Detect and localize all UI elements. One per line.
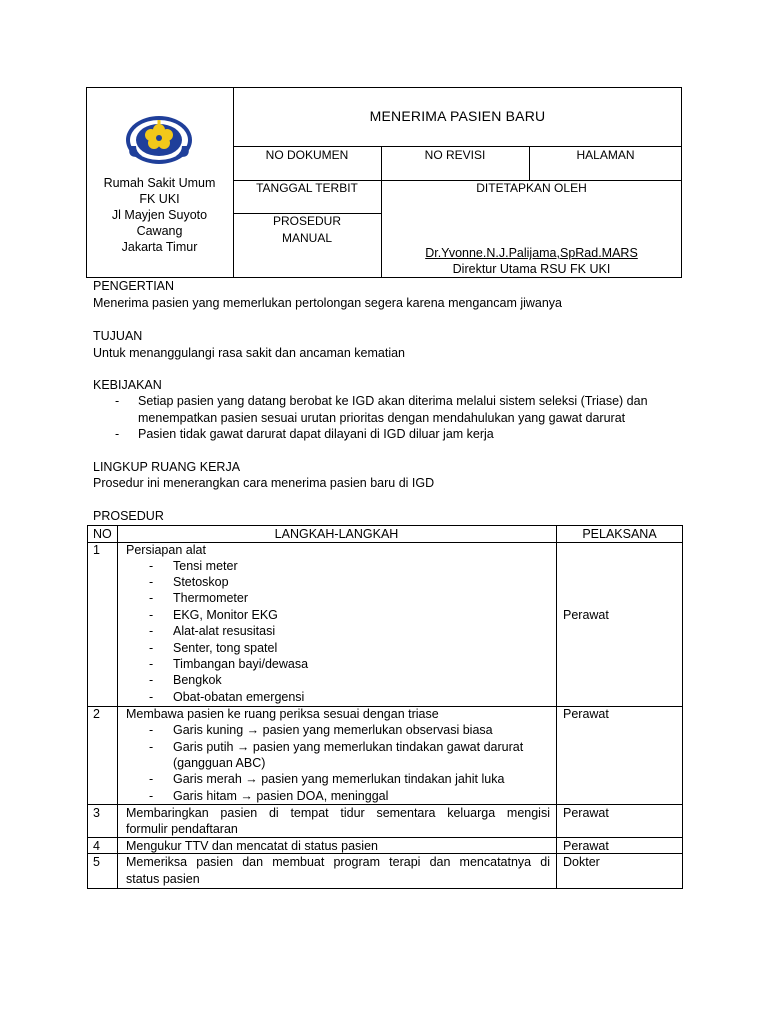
hospital-line: Cawang — [136, 224, 183, 238]
row-5-text-line1: Memeriksa pasien dan membuat program terapi dan mencatatnya di — [126, 855, 550, 869]
list-item-text: Garis hitam → pasien DOA, meninggal — [173, 789, 389, 803]
pengertian-heading: PENGERTIAN — [93, 279, 175, 293]
row-2-pelaksana: Perawat — [563, 707, 609, 721]
col-header-no: NO — [93, 527, 112, 541]
list-item-text: Tensi meter — [173, 559, 238, 573]
list-item-continuation: (gangguan ABC) — [173, 756, 266, 770]
list-item: - Tensi meter — [149, 559, 238, 573]
prosedur-heading: PROSEDUR — [93, 509, 164, 523]
row-5-text-line2: status pasien — [126, 872, 200, 886]
list-item-text: Alat-alat resusitasi — [173, 624, 276, 638]
list-item-text: Garis putih → pasien yang memerlukan tindakan gawat darurat — [173, 740, 524, 754]
row-1-title: Persiapan alat — [126, 543, 206, 557]
row-2-no: 2 — [93, 707, 100, 721]
row-5-pelaksana: Dokter — [563, 855, 600, 869]
hospital-info — [86, 175, 233, 255]
list-item-text: Garis kuning → pasien yang memerlukan observasi biasa — [173, 723, 493, 737]
no-dokumen-label: NO DOKUMEN — [265, 148, 349, 162]
kebijakan-item-1b: menempatkan pasien sesuai urutan prioritas dengan mendahulukan yang gawat darurat — [138, 411, 626, 425]
document-title: MENERIMA PASIEN BARU — [369, 108, 546, 124]
list-item: - Garis merah → pasien yang memerlukan tindakan jahit luka — [149, 772, 505, 786]
list-item-text: Obat-obatan emergensi — [173, 690, 305, 704]
lingkup-text: Prosedur ini menerangkan cara menerima pasien baru di IGD — [93, 476, 435, 490]
no-revisi-label: NO REVISI — [424, 148, 486, 162]
row-5-no: 5 — [93, 855, 100, 869]
list-item-text: Timbangan bayi/dewasa — [173, 657, 309, 671]
hospital-line: FK UKI — [139, 192, 180, 206]
col-header-pelaksana: PELAKSANA — [582, 527, 657, 541]
bullet-dash: - — [115, 394, 120, 408]
halaman-label: HALAMAN — [576, 148, 635, 162]
list-item: - Timbangan bayi/dewasa — [149, 657, 309, 671]
list-item: - Garis putih → pasien yang memerlukan tindakan gawat darurat — [149, 740, 524, 754]
list-item: - Alat-alat resusitasi — [149, 624, 276, 638]
list-item-text: Thermometer — [173, 591, 249, 605]
list-item-text: Senter, tong spatel — [173, 641, 278, 655]
list-item: - Stetoskop — [149, 575, 229, 589]
kebijakan-item-2: Pasien tidak gawat darurat dapat dilayani di IGD diluar jam kerja — [138, 427, 494, 441]
row-4-no: 4 — [93, 839, 100, 853]
list-item: - EKG, Monitor EKG — [149, 608, 278, 622]
list-item: - Obat-obatan emergensi — [149, 690, 305, 704]
signer-title: Direktur Utama RSU FK UKI — [452, 262, 611, 276]
hospital-line: Rumah Sakit Umum — [103, 176, 216, 190]
list-item: - Senter, tong spatel — [149, 641, 278, 655]
list-item: - Garis kuning → pasien yang memerlukan observasi biasa — [149, 723, 493, 737]
tujuan-heading: TUJUAN — [93, 329, 143, 343]
tujuan-text: Untuk menanggulangi rasa sakit dan ancaman kematian — [93, 346, 405, 360]
signer-name: Dr.Yvonne.N.J.Palijama,SpRad.MARS — [425, 246, 638, 260]
row-3-pelaksana: Perawat — [563, 806, 609, 820]
kebijakan-item-1a: Setiap pasien yang datang berobat ke IGD akan diterima melalui sistem seleksi (Triase) dan — [138, 394, 648, 408]
list-item-text: Stetoskop — [173, 575, 229, 589]
list-item: - Thermometer — [149, 591, 249, 605]
kebijakan-heading: KEBIJAKAN — [93, 378, 162, 392]
hospital-line: Jakarta Timur — [121, 240, 198, 254]
row-1-no: 1 — [93, 543, 100, 557]
list-item-text: EKG, Monitor EKG — [173, 608, 278, 622]
row-4-text: Mengukur TTV dan mencatat di status pasien — [126, 839, 378, 853]
list-item-text: Garis merah → pasien yang memerlukan tindakan jahit luka — [173, 772, 505, 786]
hospital-logo — [122, 110, 196, 166]
list-item-text: Bengkok — [173, 673, 222, 687]
pengertian-text: Menerima pasien yang memerlukan pertolongan segera karena mengancam jiwanya — [93, 296, 563, 310]
row-3-text-line2: formulir pendaftaran — [126, 822, 238, 836]
tanggal-terbit-label: TANGGAL TERBIT — [256, 181, 358, 195]
ditetapkan-oleh-label: DITETAPKAN OLEH — [476, 181, 587, 195]
prosedur-label: PROSEDUR — [272, 214, 341, 228]
manual-label: MANUAL — [281, 231, 332, 245]
row-3-no: 3 — [93, 806, 100, 820]
row-4-pelaksana: Perawat — [563, 839, 609, 853]
hospital-line: Jl Mayjen Suyoto — [111, 208, 208, 222]
row-3-text-line1: Membaringkan pasien di tempat tidur sementara keluarga mengisi — [126, 806, 550, 820]
col-header-langkah: LANGKAH-LANGKAH — [274, 527, 399, 541]
lingkup-heading: LINGKUP RUANG KERJA — [93, 460, 241, 474]
row-1-pelaksana: Perawat — [563, 608, 609, 622]
row-2-title: Membawa pasien ke ruang periksa sesuai dengan triase — [126, 707, 439, 721]
bullet-dash: - — [115, 427, 120, 441]
list-item: - Bengkok — [149, 673, 222, 687]
list-item: - Garis hitam → pasien DOA, meninggal — [149, 789, 389, 803]
